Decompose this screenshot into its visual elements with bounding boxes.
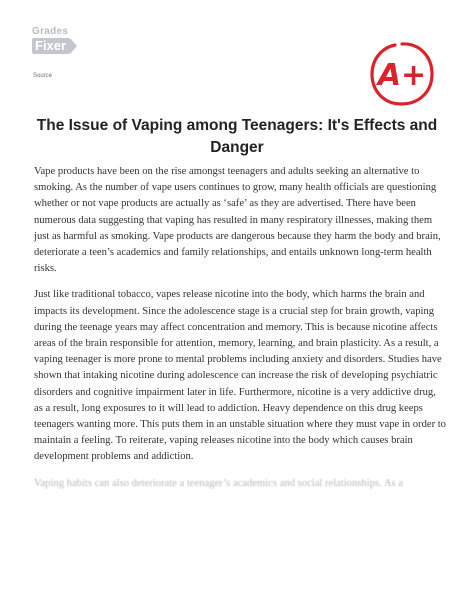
grade-stamp bbox=[366, 38, 438, 110]
logo-box-text: Fixer bbox=[32, 38, 70, 54]
source-label: Source bbox=[33, 73, 53, 79]
paragraph-1: Vape products have been on the rise amongst teenagers and adults seeking an alternative to smoking. As the number of vape users continues to grow, many health officials are questioning whether or not vape products are actually as ‘safe’ as they are advertised. There have been numerous data suggesting that vaping has resulted in many respiratory illnesses, making them just as harmful as smoking. Vape products are dangerous because they harm the body and brain, deteriorate a teen’s academics and family relationships, and entails unknown long-term health risks. bbox=[34, 166, 441, 275]
gradesfixer-logo[interactable] bbox=[32, 26, 100, 64]
page-title: The Issue of Vaping among Teenagers: It's Effects and Danger bbox=[36, 117, 438, 156]
logo-top-text: Grades bbox=[32, 26, 69, 37]
grade-circle-icon bbox=[366, 38, 438, 110]
grade-mark: A+ bbox=[377, 58, 427, 93]
paragraph-faded: Vaping habits can also deteriorate a teenager’s academics and social relationships. As a bbox=[34, 477, 403, 489]
logo-badge bbox=[32, 38, 100, 54]
essay-body bbox=[34, 164, 446, 502]
logo-arrow-icon bbox=[70, 38, 77, 54]
paragraph-2: Just like traditional tobacco, vapes release nicotine into the body, which harms the brain and impacts its development. Since the adolescence stage is a crucial step for brain growth, vaping during the teenage years may affect concentration and memory. This is because nicotine affects areas of the brain responsible for attention, memory, learning, and brain plasticity. As a result, a vaping teenager is more prone to mental problems including anxiety and disorders. Studies have shown that intaking nicotine during adolescence can increase the risk of developing psychiatric disorders and cognitive impairment later in life. Furthermore, nicotine is a very addictive drug, as a result, long exposures to it will lead to addiction. Heavy dependence on this drug keeps teenagers wanting more. This puts them in an unstable situation where they must vape in order to maintain a feeling. To reiterate, vaping releases nicotine into the body which causes brain development problems and addiction. bbox=[34, 289, 446, 463]
